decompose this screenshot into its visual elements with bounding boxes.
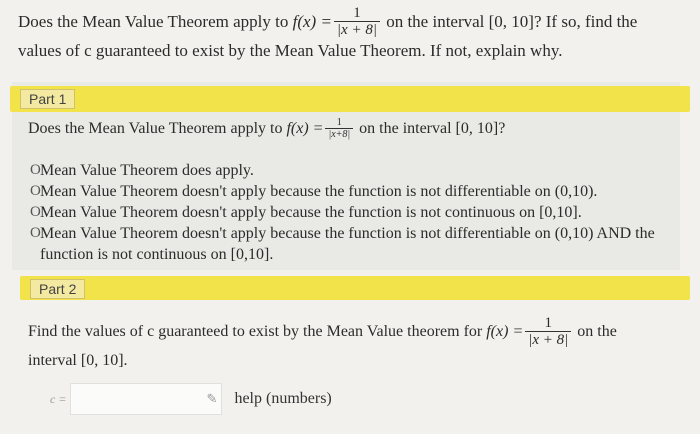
question-function: f(x) =	[292, 12, 332, 31]
fraction-numerator: 1	[353, 5, 361, 21]
question-prefix: Does the Mean Value Theorem apply to	[18, 12, 289, 31]
radio-button[interactable]: O	[30, 204, 41, 220]
part1-fraction	[325, 118, 353, 140]
option-1[interactable]	[30, 160, 680, 181]
part2-header-bar	[20, 276, 690, 300]
part2-denominator: |x + 8|	[525, 331, 571, 348]
part1-function: f(x) =	[286, 120, 324, 137]
radio-button[interactable]: O	[30, 225, 41, 241]
option-3[interactable]	[30, 202, 680, 223]
option-4[interactable]	[30, 223, 680, 265]
part2-label: Part 2	[30, 279, 85, 299]
question-text	[18, 6, 688, 64]
part1-question-suffix: on the interval [0, 10]?	[359, 120, 506, 137]
question-fraction	[334, 6, 380, 38]
part2-question-prefix: Find the values of c guaranteed to exist by the Mean Value theorem for	[28, 323, 483, 340]
part1-question-prefix: Does the Mean Value Theorem apply to	[28, 120, 283, 137]
part1-denominator: |x+8|	[325, 128, 353, 140]
part2-fraction	[525, 316, 571, 348]
part2-function: f(x) =	[486, 323, 524, 340]
answer-label: c =	[50, 391, 67, 406]
part2-question-suffix: on the	[577, 323, 617, 340]
pencil-icon: ✎	[206, 391, 218, 406]
part2-question	[28, 316, 688, 374]
part1-numerator: 1	[336, 117, 342, 128]
option-label: Mean Value Theorem doesn't apply because the function is not differentiable on (0,10).	[40, 183, 598, 200]
part1-question	[28, 118, 505, 140]
answer-options	[30, 160, 680, 265]
question-suffix: on the interval [0, 10]? If so, find the	[386, 12, 638, 31]
answer-input[interactable]	[70, 383, 222, 415]
part2-question-line2: interval [0, 10].	[28, 352, 128, 369]
answer-row	[50, 383, 332, 415]
option-label: Mean Value Theorem doesn't apply because the function is not continuous on [0,10].	[40, 204, 582, 221]
option-2[interactable]	[30, 181, 680, 202]
help-link[interactable]: help (numbers)	[234, 390, 332, 407]
option-label: Mean Value Theorem doesn't apply because the function is not differentiable on (0,10) AND the function is not continuous on [0,10].	[40, 225, 655, 263]
radio-button[interactable]: O	[30, 162, 41, 178]
part1-header-bar	[10, 86, 690, 112]
question-line2: values of c guaranteed to exist by the Mean Value Theorem. If not, explain why.	[18, 41, 563, 60]
option-label: Mean Value Theorem does apply.	[40, 162, 254, 179]
radio-button[interactable]: O	[30, 183, 41, 199]
part2-numerator: 1	[544, 315, 552, 331]
fraction-denominator: |x + 8|	[334, 21, 380, 38]
part1-label: Part 1	[20, 89, 75, 109]
